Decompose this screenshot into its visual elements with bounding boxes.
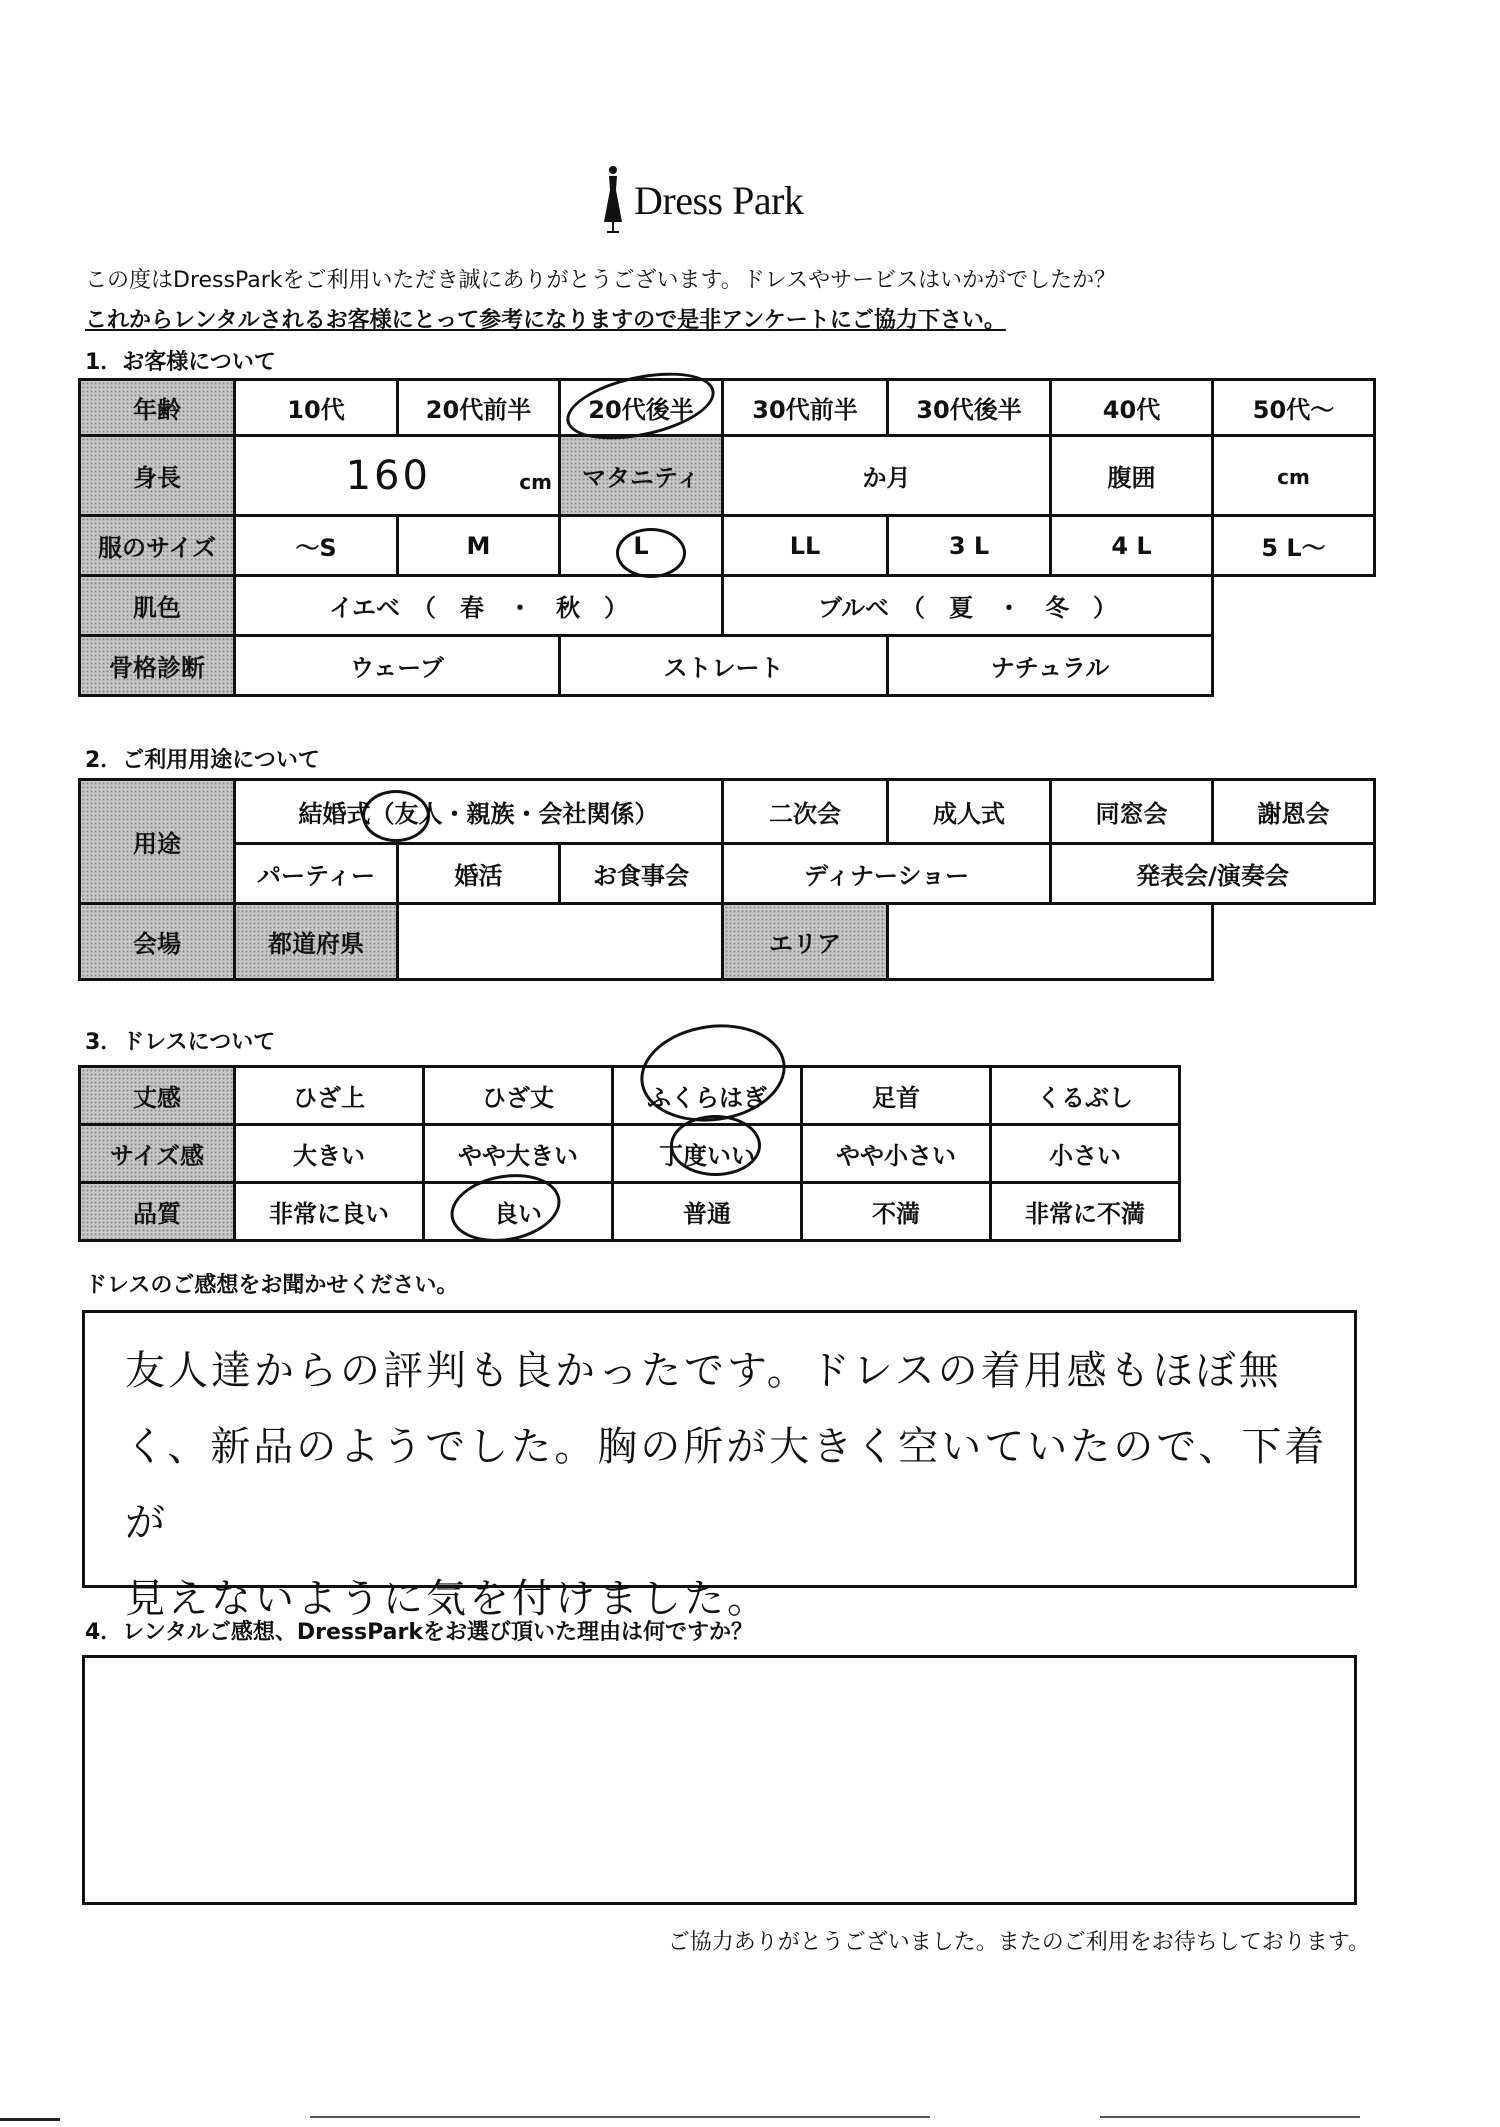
logo (600, 160, 803, 240)
usage-label: 用途 (80, 780, 235, 904)
wedding-suffix: ） (634, 800, 659, 828)
waist-field[interactable] (1213, 436, 1375, 516)
usage-row-1 (80, 780, 1375, 844)
comment-line: 見えないように気を付けました。 (125, 1576, 770, 1622)
month-unit: か月 (862, 464, 911, 492)
fit-label: サイズ感 (80, 1125, 235, 1183)
venue-row (80, 904, 1375, 980)
quality-row (80, 1183, 1180, 1241)
waist-label: 腹囲 (1051, 436, 1213, 516)
wedding-prefix: 結婚式（ (298, 800, 395, 828)
quality-option[interactable]: 非常に不満 (991, 1183, 1180, 1241)
usage-option[interactable]: 発表会/演奏会 (1051, 844, 1375, 904)
length-option[interactable]: ひざ丈 (424, 1067, 613, 1125)
age-option[interactable]: 40代 (1051, 380, 1213, 436)
wedding-cell[interactable]: 結婚式（友人・親族・会社関係） (235, 780, 723, 844)
frame-option[interactable]: ストレート (560, 636, 888, 696)
age-option[interactable]: 50代～ (1213, 380, 1375, 436)
quality-option[interactable]: 非常に良い (235, 1183, 424, 1241)
usage-option[interactable]: ディナーショー (723, 844, 1051, 904)
selection-circle (362, 790, 430, 842)
intro-text: この度はDressParkをご利用いただき誠にありがとうございます。ドレスやサービスはいかがでしたか？ (85, 268, 1117, 293)
maternity-months-field[interactable] (723, 436, 1051, 516)
scan-mark (0, 2118, 60, 2121)
height-row (80, 436, 1375, 516)
comment-line: 友人達からの評判も良かったです。ドレスの着用感もほぼ無 (125, 1348, 1282, 1394)
age-row (80, 380, 1375, 436)
skin-yellow[interactable]: イエベ （ 春 ・ 秋 ） (235, 576, 723, 636)
age-option[interactable]: 20代前半 (398, 380, 560, 436)
height-value: 160 (345, 452, 431, 499)
skin-row (80, 576, 1375, 636)
usage-option[interactable]: 婚活 (398, 844, 560, 904)
maternity-label: マタニティ (560, 436, 723, 516)
fit-option[interactable]: 大きい (235, 1125, 424, 1183)
wedding-option-selected[interactable]: 友人 (394, 800, 443, 828)
size-option-selected[interactable]: L (560, 516, 723, 576)
section3-title: 3．ドレスについて (85, 1030, 276, 1055)
fit-option[interactable]: 小さい (991, 1125, 1180, 1183)
quality-label: 品質 (80, 1183, 235, 1241)
usage-option[interactable]: パーティー (235, 844, 398, 904)
size-option[interactable]: 4 L (1051, 516, 1213, 576)
age-option[interactable]: 30代前半 (723, 380, 888, 436)
footer-text: ご協力ありがとうございました。またのご利用をお待ちしております。 (667, 1930, 1370, 1955)
frame-option[interactable]: ナチュラル (888, 636, 1213, 696)
height-field[interactable] (235, 436, 560, 516)
length-option[interactable]: ひざ上 (235, 1067, 424, 1125)
wedding-option[interactable]: 会社関係 (538, 800, 635, 828)
selection-circle (616, 528, 686, 578)
frame-row (80, 636, 1375, 696)
height-label: 身長 (80, 436, 235, 516)
fit-option[interactable]: やや大きい (424, 1125, 613, 1183)
size-option[interactable]: ～S (235, 516, 398, 576)
wedding-option[interactable]: 親族 (466, 800, 515, 828)
scan-mark (310, 2116, 930, 2118)
usage-row-2 (80, 844, 1375, 904)
length-option-selected[interactable]: ふくらはぎ (613, 1067, 802, 1125)
size-option[interactable]: LL (723, 516, 888, 576)
customer-table (78, 378, 1376, 697)
height-unit: cm (519, 469, 552, 494)
quality-option-selected[interactable]: 良い (424, 1183, 613, 1241)
selection-circle (670, 1115, 761, 1176)
usage-option[interactable]: お食事会 (560, 844, 723, 904)
length-option[interactable]: 足首 (802, 1067, 991, 1125)
comment-line: く、新品のようでした。胸の所が大きく空いていたので、下着が (125, 1424, 1328, 1546)
area-label: エリア (723, 904, 888, 980)
size-option[interactable]: M (398, 516, 560, 576)
fit-option-selected[interactable]: 丁度いい (613, 1125, 802, 1183)
size-label: 服のサイズ (80, 516, 235, 576)
section4-title: 4．レンタルご感想、DressParkをお選び頂いた理由は何ですか？ (85, 1620, 753, 1645)
comment-box[interactable] (82, 1310, 1357, 1622)
usage-option[interactable]: 二次会 (723, 780, 888, 844)
dress-icon (600, 164, 626, 236)
age-option[interactable]: 30代後半 (888, 380, 1051, 436)
size-row (80, 516, 1375, 576)
fit-row (80, 1125, 1180, 1183)
prefecture-label: 都道府県 (235, 904, 398, 980)
length-row (80, 1067, 1180, 1125)
section1-title: 1．お客様について (85, 350, 276, 375)
venue-label: 会場 (80, 904, 235, 980)
skin-label: 肌色 (80, 576, 235, 636)
size-option[interactable]: 3 L (888, 516, 1051, 576)
scan-mark (1100, 2116, 1360, 2118)
prefecture-field[interactable] (398, 904, 723, 980)
usage-table (78, 778, 1376, 981)
age-option[interactable]: 10代 (235, 380, 398, 436)
comment-label: ドレスのご感想をお聞かせください。 (85, 1273, 459, 1298)
length-label: 丈感 (80, 1067, 235, 1125)
waist-unit: cm (1277, 464, 1310, 489)
dress-table (78, 1065, 1181, 1242)
quality-option[interactable]: 普通 (613, 1183, 802, 1241)
usage-option[interactable]: 謝恩会 (1213, 780, 1375, 844)
reason-box[interactable] (82, 1655, 1357, 1905)
frame-label: 骨格診断 (80, 636, 235, 696)
logo-text: Dress Park (634, 177, 804, 223)
length-option[interactable]: くるぶし (991, 1067, 1180, 1125)
age-label: 年齢 (80, 380, 235, 436)
usage-option[interactable]: 成人式 (888, 780, 1051, 844)
area-field[interactable] (888, 904, 1213, 980)
quality-option[interactable]: 不満 (802, 1183, 991, 1241)
age-option-selected[interactable]: 20代後半 (560, 380, 723, 436)
fit-option[interactable]: やや小さい (802, 1125, 991, 1183)
frame-option[interactable]: ウェーブ (235, 636, 560, 696)
section2-title: 2．ご利用用途について (85, 748, 320, 773)
intro-request: これからレンタルされるお客様にとって参考になりますので是非アンケートにご協力下さい。 (85, 308, 1006, 333)
skin-blue[interactable]: ブルベ （ 夏 ・ 冬 ） (723, 576, 1213, 636)
size-option[interactable]: 5 L～ (1213, 516, 1375, 576)
usage-option[interactable]: 同窓会 (1051, 780, 1213, 844)
